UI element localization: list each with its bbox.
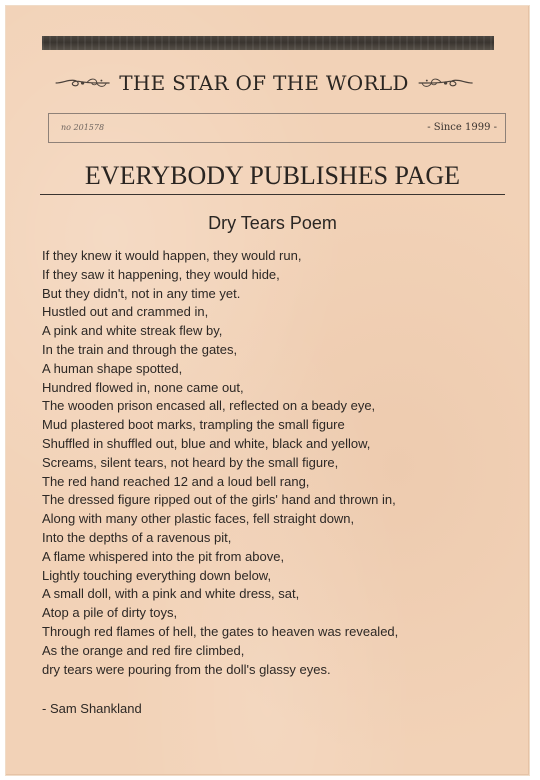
poem-line: A small doll, with a pink and white dress, sat, [42, 586, 300, 602]
title-divider [40, 194, 505, 195]
poem-line: But they didn't, not in any time yet. [42, 285, 241, 301]
section-title: EVERYBODY PUBLISHES PAGE [84, 161, 461, 190]
poem-line: Hundred flowed in, none came out, [42, 379, 244, 395]
poem-line: In the train and through the gates, [42, 341, 238, 357]
poem-line: The wooden prison encased all, reflected on a beady eye, [42, 398, 376, 414]
poem-line: Hustled out and crammed in, [42, 304, 209, 320]
poem-line: Along with many other plastic faces, fell straight down, [42, 511, 355, 527]
header-bar [42, 36, 494, 50]
poem-line: Mud plastered boot marks, trampling the small figure [42, 417, 345, 433]
issue-number: no 201578 [61, 123, 105, 132]
right-flourish-icon [417, 72, 474, 94]
poem-line: Lightly touching everything down below, [42, 567, 272, 583]
poem-body [42, 247, 502, 679]
poem-line: Shuffled in shuffled out, blue and white, black and yellow, [42, 435, 371, 451]
poem-line: If they saw it happening, they would hide, [42, 266, 280, 282]
poem-line: The dressed figure ripped out of the girls' hand and thrown in, [42, 492, 396, 508]
masthead-row [54, 68, 474, 98]
poem-line: dry tears were pouring from the doll's glassy eyes. [42, 661, 331, 677]
since-label: - Since 1999 - [427, 122, 497, 133]
poem-title: Dry Tears Poem [208, 213, 337, 233]
masthead-title: THE STAR OF THE WORLD [119, 71, 409, 95]
poem-line: As the orange and red fire climbed, [42, 642, 245, 658]
left-flourish-icon [54, 72, 111, 94]
poem-line: A pink and white streak flew by, [42, 323, 223, 339]
newspaper-page [6, 6, 529, 775]
poem-author: - Sam Shankland [42, 701, 142, 716]
poem-line: Screams, silent tears, not heard by the small figure, [42, 454, 339, 470]
poem-line: The red hand reached 12 and a loud bell rang, [42, 473, 310, 489]
poem-line: Through red flames of hell, the gates to heaven was revealed, [42, 623, 399, 639]
poem-line: If they knew it would happen, they would run, [42, 248, 302, 263]
issue-info-box [48, 113, 506, 143]
poem-line: Into the depths of a ravenous pit, [42, 529, 232, 545]
header-bar-texture [42, 36, 494, 50]
poem-line: Atop a pile of dirty toys, [42, 605, 178, 621]
poem-line: A flame whispered into the pit from above, [42, 548, 285, 564]
poem-line: A human shape spotted, [42, 360, 183, 376]
